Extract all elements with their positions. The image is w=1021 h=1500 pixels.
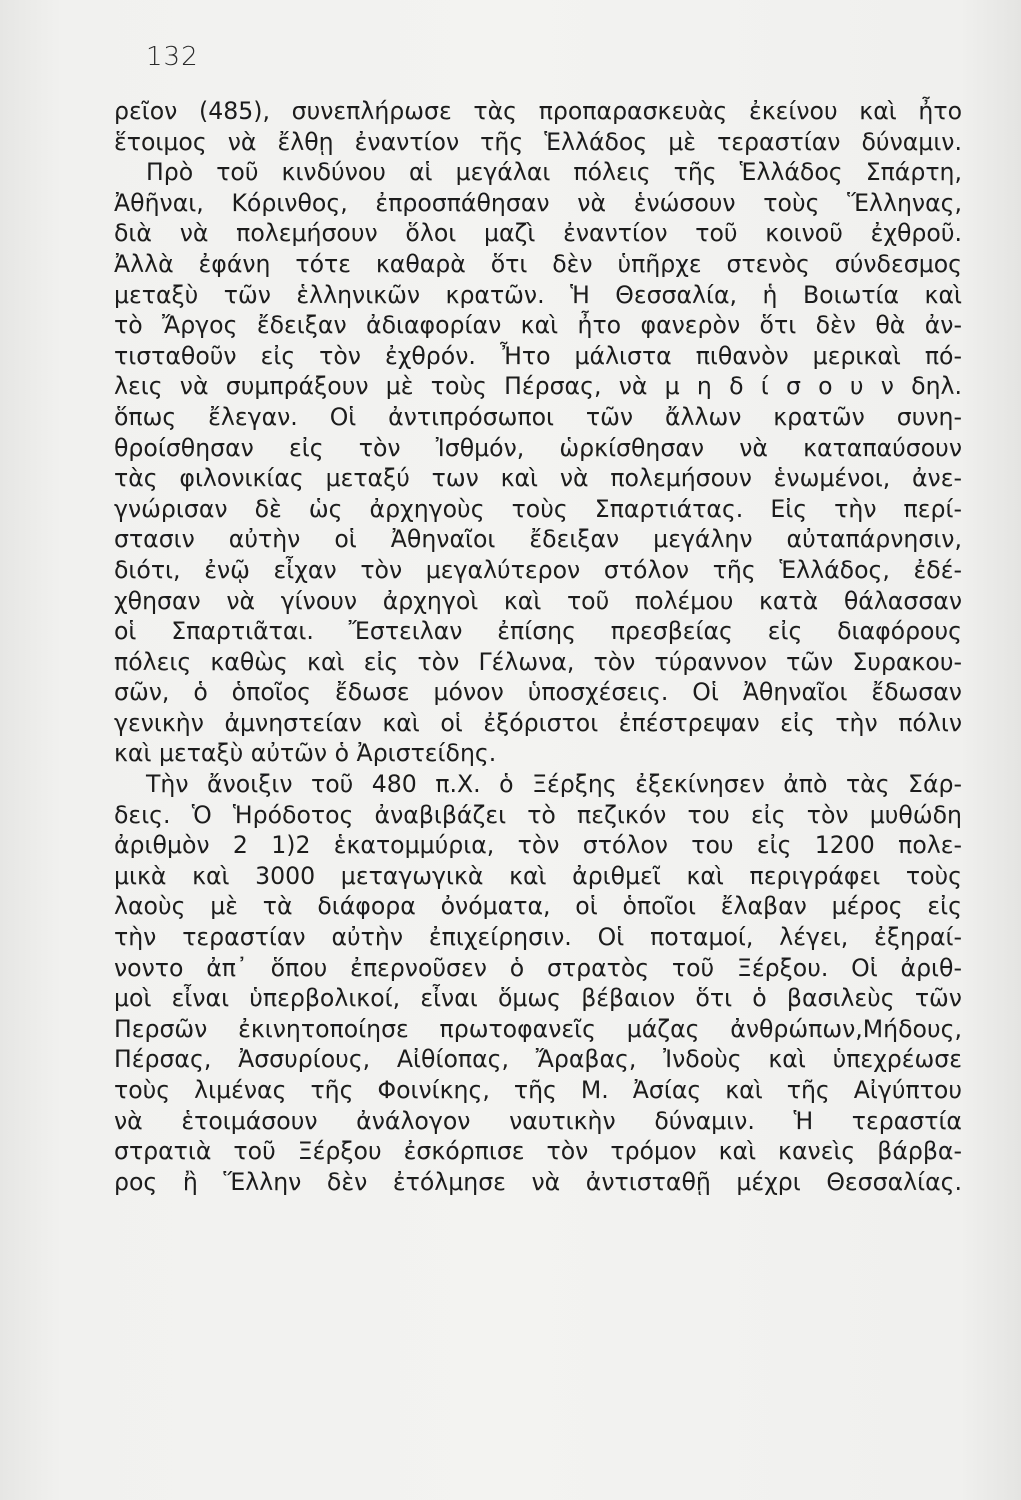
text-line: ρος ἢ Ἕλλην δὲν ἐτόλμησε νὰ ἀντισταθῇ μέχρι Θεσσαλίας. [114,1167,962,1196]
text-line: ὅπως ἔλεγαν. Οἱ ἀντιπρόσωποι τῶν ἄλλων κρατῶν συνη- [114,402,962,431]
text-line: λεις νὰ συμπράξουν μὲ τοὺς Πέρσας, νὰ μ η δ ί σ ο υ ν δηλ. [114,372,962,401]
page-number: 132 [146,42,199,72]
text-line: Πέρσας, Ἀσσυρίους, Αἰθίοπας, Ἄραβας, Ἰνδοὺς καὶ ὑπεχρέωσε [114,1045,962,1074]
text-line: ἀριθμὸν 2 1)2 ἑκατομμύρια, τὸν στόλον του εἰς 1200 πολε- [114,831,962,860]
text-line: στασιν αὐτὴν οἱ Ἀθηναῖοι ἔδειξαν μεγάλην αὐταπάρνησιν, [114,525,962,554]
text-line: τὸ Ἄργος ἔδειξαν ἀδιαφορίαν καὶ ἦτο φανερὸν ὅτι δὲν θὰ ἀν- [114,311,962,340]
text-line: οἱ Σπαρτιᾶται. Ἔστειλαν ἐπίσης πρεσβείας εἰς διαφόρους [114,617,962,646]
text-line: μικὰ καὶ 3000 μεταγωγικὰ καὶ ἀριθμεῖ καὶ περιγράφει τοὺς [114,861,962,890]
text-line: Ἀθῆναι, Κόρινθος, ἐπροσπάθησαν νὰ ἑνώσουν τοὺς Ἕλληνας, [114,188,962,217]
text-line: χθησαν νὰ γίνουν ἀρχηγοὶ καὶ τοῦ πολέμου κατὰ θάλασσαν [114,586,962,615]
text-line: νοντο ἀπ᾿ ὅπου ἐπερνοῦσεν ὁ στρατὸς τοῦ Ξέρξου. Οἱ ἀριθ- [114,953,962,982]
body-text [114,96,962,1197]
text-line: θροίσθησαν εἰς τὸν Ἰσθμόν, ὡρκίσθησαν νὰ καταπαύσουν [114,433,962,462]
text-line: Περσῶν ἐκινητοποίησε πρωτοφανεῖς μάζας ἀνθρώπων,Μήδους, [114,1014,962,1043]
text-line: τὴν τεραστίαν αὐτὴν ἐπιχείρησιν. Οἱ ποταμοί, λέγει, ἐξηραί- [114,923,962,952]
text-line: τὰς φιλονικίας μεταξύ των καὶ νὰ πολεμήσουν ἑνωμένοι, ἀνε- [114,464,962,493]
text-line: γενικὴν ἀμνηστείαν καὶ οἱ ἐξόριστοι ἐπέστρεψαν εἰς τὴν πόλιν [114,708,962,737]
text-line: δεις. Ὁ Ἡρόδοτος ἀναβιβάζει τὸ πεζικόν του εἰς τὸν μυθώδη [114,800,962,829]
text-line: λαοὺς μὲ τὰ διάφορα ὀνόματα, οἱ ὁποῖοι ἔλαβαν μέρος εἰς [114,892,962,921]
text-line: ρεῖον (485), συνεπλήρωσε τὰς προπαρασκευὰς ἐκείνου καὶ ἦτο [114,97,962,125]
text-line: μοὶ εἶναι ὑπερβολικοί, εἶναι ὅμως βέβαιον ὅτι ὁ βασιλεὺς τῶν [114,984,962,1013]
text-line: πόλεις καθὼς καὶ εἰς τὸν Γέλωνα, τὸν τύραννον τῶν Συρακου- [114,647,962,676]
text-line: μεταξὺ τῶν ἑλληνικῶν κρατῶν. Ἡ Θεσσαλία, ἡ Βοιωτία καὶ [114,280,962,309]
text-line: Τὴν ἄνοιξιν τοῦ 480 π.Χ. ὁ Ξέρξης ἐξεκίνησεν ἀπὸ τὰς Σάρ- [146,770,962,799]
text-line: νὰ ἑτοιμάσουν ἀνάλογον ναυτικὴν δύναμιν. Ἡ τεραστία [114,1106,962,1135]
text-line: τοὺς λιμένας τῆς Φοινίκης, τῆς Μ. Ἀσίας καὶ τῆς Αἰγύπτου [114,1076,962,1104]
text-line: διὰ νὰ πολεμήσουν ὅλοι μαζὶ ἐναντίον τοῦ κοινοῦ ἐχθροῦ. [114,219,962,248]
text-line: διότι, ἐνῷ εἶχαν τὸν μεγαλύτερον στόλον τῆς Ἑλλάδος, ἐδέ- [114,555,962,584]
text-line: καὶ μεταξὺ αὐτῶν ὁ Ἀριστείδης. [114,739,497,768]
text-line: σῶν, ὁ ὁποῖος ἔδωσε μόνον ὑποσχέσεις. Οἱ Ἀθηναῖοι ἔδωσαν [114,678,962,707]
text-line: τισταθοῦν εἰς τὸν ἐχθρόν. Ἦτο μάλιστα πιθανὸν μερικαὶ πό- [114,341,962,370]
text-line: γνώρισαν δὲ ὡς ἀρχηγοὺς τοὺς Σπαρτιάτας. Εἰς τὴν περί- [114,494,962,523]
text-line: Πρὸ τοῦ κινδύνου αἱ μεγάλαι πόλεις τῆς Ἑλλάδος Σπάρτη, [146,158,962,187]
text-line: ἕτοιμος νὰ ἔλθῃ ἐναντίον τῆς Ἑλλάδος μὲ τεραστίαν δύναμιν. [114,127,962,156]
text-line: στρατιὰ τοῦ Ξέρξου ἐσκόρπισε τὸν τρόμον καὶ κανεὶς βάρβα- [114,1137,962,1166]
text-line: Ἀλλὰ ἐφάνη τότε καθαρὰ ὅτι δὲν ὑπῆρχε στενὸς σύνδεσμος [114,249,962,278]
